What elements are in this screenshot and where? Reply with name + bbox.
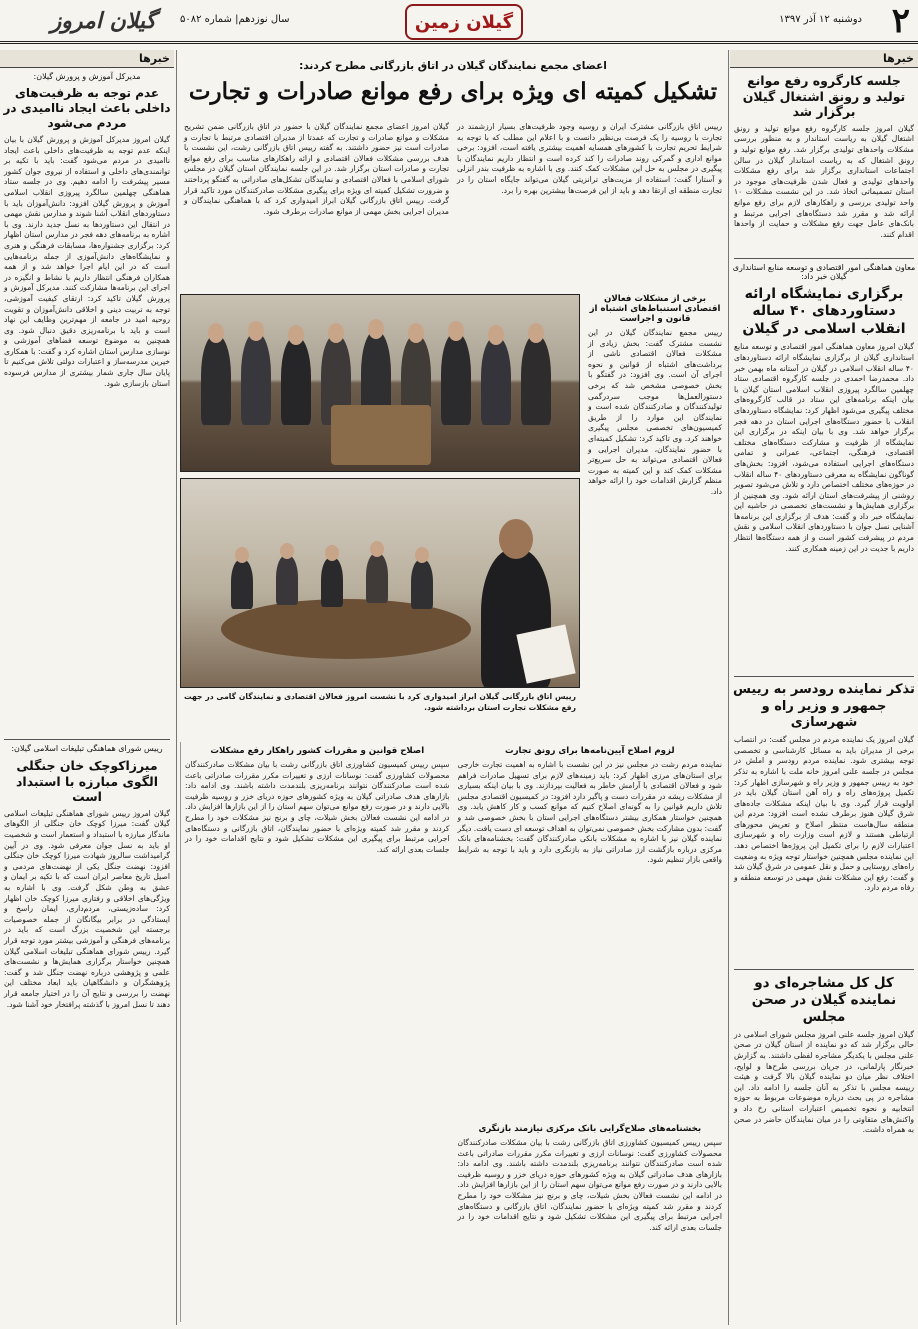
story-headline: عدم توجه به ظرفیت‌های داخلی باعث ایجاد ناامیدی در مردم می‌شود [3,86,171,130]
main-story [180,50,726,1329]
column-divider [176,50,177,1325]
divider [734,969,914,970]
main-kicker: اعضای مجمع نمایندگان گیلان در اتاق بازرگانی مطرح کردند: [299,60,607,72]
page-number: ۲ [891,1,910,41]
story-headline: کل کل مشاجره‌ای دو نماینده گیلان در صحن مجلس [751,975,897,1025]
body-text: نماینده مردم رشت در مجلس نیز در این نشست با اشاره به اهمیت تجارت خارجی برای استان‌های مرزی اظهار کرد: باید زمینه‌های لازم برای تسهیل صادرات فراهم شود و فعالان اقتصادی با آرامش خاطر به فعالیت بپردازند. وی با بیان اینکه بسیاری از مشکلات ریشه در مقررات دست و پاگیر دارد افزود: در کمیسیون اقتصادی مجلس تلاش داریم قوانین را به گونه‌ای اصلاح کنیم که موانع کسب و کار کاهش یابد. وی همچنین خواستار همکاری بیشتر دستگاه‌های اجرایی استان با بخش خصوصی شد و گفت: بدون مشارکت بخش خصوصی نمی‌توان به اهداف توسعه ای دست یافت. دیگر نماینده گیلان نیز با اشاره به مشکلات بانکی صادرکنندگان گفت: بخشنامه‌های بانک مرکزی درباره بازگشت ارز صادراتی نیاز به بازنگری دارد و باید با توجه به شرایط واقعی بازار تنظیم شود. [457,760,722,865]
section-subhead: اصلاح قوانین و مقررات کشور راهکار رفع مشکلات [210,746,425,756]
story-headline: برگزاری نمایشگاه ارائه دستاوردهای ۴۰ ساله انقلاب اسلامی در گیلان [742,285,906,337]
main-headline: تشکیل کمیته ای ویژه برای رفع موانع صادرات و تجارت [188,78,718,105]
story-body: گیلان امروز مدیرکل آموزش و پرورش گیلان با بیان اینکه عدم توجه به ظرفیت‌های داخلی باعث ایجاد ناامیدی در مردم می‌شود گفت: باید با تکیه بر توانمندی‌های داخلی و استفاده از نیروی جوان کشور مسیر پیشرفت را ادامه دهیم. وی در جلسه ستاد هماهنگی چهلمین سالگرد پیروزی انقلاب اسلامی آموزش و پرورش گیلان افزود: دانش‌آموزان باید با دستاوردهای انقلاب آشنا شوند و مدارس نقش مهمی در انتقال این دستاوردها به نسل جدید دارند. وی با اشاره به برنامه‌های دهه فجر در مدارس استان اظهار کرد: برگزاری جشنواره‌ها، مسابقات فرهنگی و هنری و نمایشگاه‌های دانش‌آموزی از جمله برنامه‌هایی است که در این ایام اجرا خواهد شد و از همه همکاران فرهنگی انتظار داریم با نشاط و انگیزه در اجرای این برنامه‌ها مشارکت کنند. مدیرکل آموزش و پرورش گیلان تاکید کرد: ارتقای کیفیت آموزشی، توجه به تربیت دینی و اخلاقی دانش‌آموزان و تقویت روحیه امید در جامعه از مهم‌ترین وظایف این نهاد است و باید با برنامه‌ریزی دقیق دنبال شود. وی همچنین به موضوع توسعه فضاهای آموزشی و نوسازی مدارس استان اشاره کرد و گفت: با همکاری خیرین مدرسه‌ساز و اعتبارات دولتی تلاش می‌کنیم تا پایان سال جاری شمار بیشتری از مدارس فرسوده استان بازسازی شود. [4,135,170,388]
masthead [0,0,918,44]
section-subhead: لزوم اصلاح آیین‌نامه‌ها برای رونق تجارت [504,746,675,756]
body-text: سپس رییس کمیسیون کشاورزی اتاق بازرگانی رشت با بیان مشکلات صادرکنندگان محصولات کشاورزی گفت: نوسانات ارزی و تغییرات مکرر مقررات صادراتی باعث شده است صادرکنندگان نتوانند برنامه‌ریزی بلندمدت داشته باشند. وی ادامه داد: بازارهای هدف صادراتی گیلان به ویژه کشورهای حوزه دریای خزر و روسیه ظرفیت بالایی دارند و در صورت رفع موانع می‌توان سهم استان را از این بازارها افزایش داد. در ادامه این نشست فعالان بخش شیلات، چای و برنج نیز مشکلات خود را مطرح کردند و مقرر شد کمیته ویژه‌ای با حضور نمایندگان، اتاق بازرگانی و دستگاه‌های اجرایی مرتبط برای پیگیری این مشکلات تشکیل شود و نتایج اقدامات خود را در جلسات بعدی ارائه کند. [185,760,450,854]
story-headline: جلسه کارگروه رفع موانع تولید و رونق اشتغال گیلان برگزار شد [742,73,906,120]
logo-text: گیلان امروز [50,8,156,34]
newspaper-logo [6,2,156,40]
story-body: گیلان امروز معاون هماهنگی امور اقتصادی و توسعه منابع استانداری گیلان از برگزاری نمایشگاه ارائه دستاوردهای ۴۰ ساله انقلاب اسلامی در گیلان در آستانه ماه بهمن خبر داد. محمدرضا احمدی در جلسه کارگروه اقتصادی ستاد چهلمین سالگرد پیروزی انقلاب اسلامی استان گیلان با بیان اینکه برنامه‌های این ستاد در قالب کارگروه‌های مختلف پیگیری می‌شود اظهار کرد: نمایشگاه دستاوردهای انقلاب با حضور دستگاه‌های اجرایی استان در دهه فجر برگزار خواهد شد. وی با بیان اینکه در برگزاری این نمایشگاه از ظرفیت و مشارکت دستگاه‌های مختلف اقتصادی، فرهنگی، اجتماعی، عمرانی و تمامی دستگاه‌های اجرایی استفاده می‌شود، افزود: بخش‌های گوناگون نمایشگاه به معرفی دستاوردهای ۴۰ ساله انقلاب در حوزه‌های مختلف اختصاص دارد و تلاش می‌شود تصویر روشنی از پیشرفت‌های استان ارائه شود. وی همچنین از برگزاری همایش‌ها و نشست‌های تخصصی در حاشیه این نمایشگاه خبر داد و گفت: هدف از برگزاری این برنامه‌ها آشنایی نسل جوان با دستاوردهای انقلاب اسلامی و نقش مردم در پیشرفت کشور است و از همه دستگاه‌ها انتظار داریم با جدیت در این زمینه همکاری کنند. [734,342,915,553]
speaker-photo [180,478,580,688]
column-label: خبرها [0,50,174,68]
story-body: گیلان امروز جلسه کارگروه رفع موانع تولید و رونق اشتغال گیلان به ریاست استاندار و به منظور بررسی مشکلات واحدهای تولیدی برگزار شد. رفع موانع تولید و رونق اشتغال که به ریاست استاندار گیلان در سالن اجتماعات استانداری برگزار شد برای رفع مشکلات واحدهای تولیدی و فعال شدن ظرفیت‌های موجود در استان تصمیماتی اتخاذ شد. در این نشست مشکلات ۱۰ واحد تولیدی بررسی و راهکارهای لازم برای رفع موانع ارائه شد و مقرر شد دستگاه‌های اجرایی مرتبط و بانک‌های عامل جهت رفع مشکلات و حمایت از واحدها اقدام کنند. [734,123,914,239]
section-title: گیلان زمین [405,4,523,40]
lead-text: گیلان امروز اعضای مجمع نمایندگان گیلان با حضور در اتاق بازرگانی ضمن تشریح مشکلات و موانع صادرات و تجارت که عمدتا از مدیران اقتصادی مرتبط با تجارت و صادرات است نیز حضور داشتند. به گفته رییس اتاق بازرگانی رشت، این نشست با هدف بررسی مشکلات فعالان اقتصادی و ارائه راهکارهای مناسب برای رفع موانع تجارت و صادرات استان برگزار شد. در این جلسه نمایندگان استان گیلان در مجلس شورای اسلامی با فعالان اقتصادی و نمایندگان تشکل‌های صادراتی به گفتگو پرداختند و ضرورت تشکیل کمیته ای ویژه برای پیگیری مشکلات صادرکنندگان مورد تاکید قرار گرفت. رییس اتاق بازرگانی گیلان ابراز امیدواری کرد که با هماهنگی نمایندگان و مدیران اجرایی بخش مهمی از موانع صادرات برطرف شود. [184,122,449,216]
story-body: گیلان امروز یک نماینده مردم در مجلس گفت: در انتصاب برخی از مدیران باید به مسائل کارشناسی و تخصصی توجه بیشتری شود. نماینده مردم رودسر و املش در مجلس در جلسه علنی امروز خانه ملت با اشاره به تذکر خود به رییس جمهور و وزیر راه و شهرسازی اظهار کرد: تکمیل پروژه‌های راه و راه آهن استان گیلان باید در اولویت قرار گیرد. وی با بیان اینکه مشکلات جاده‌های شرق گیلان هنوز برطرف نشده است افزود: مردم این منطقه سال‌هاست منتظر اصلاح و تعریض محورهای ارتباطی هستند و لازم است وزارت راه و شهرسازی اعتبارات لازم را برای تکمیل این پروژه‌ها اختصاص دهد. این نماینده مجلس همچنین خواستار توجه ویژه به وضعیت راه‌های روستایی و حمل و نقل عمومی در شرق گیلان شد و گفت: رفع این مشکلات نقش مهمی در توسعه منطقه و رفاه مردم دارد. [734,735,914,893]
story-body: گیلان امروز جلسه علنی امروز مجلس شورای اسلامی در حالی برگزار شد که دو نماینده از استان گیلان در صحن علنی مجلس با یکدیگر مشاجره لفظی داشتند. به گزارش خبرنگار پارلمانی، در جریان بررسی طرح‌ها و لوایح، اختلاف نظر میان دو نماینده گیلان بالا گرفت و هیئت رییسه مجلس با تذکر به آنان جلسه را ادامه داد. این مشاجره در پی بحث درباره موضوعات مربوط به حوزه انتخابیه و نحوه تخصیص اعتبارات استانی رخ داد و واکنش‌های متفاوتی را در میان نمایندگان حاضر در صحن به همراه داشت. [734,1029,914,1135]
column-divider [728,50,729,1325]
divider [734,258,914,259]
side-column [584,290,726,795]
meeting-photo [180,294,580,472]
column-label: خبرها [730,50,918,68]
divider [4,739,170,740]
story-headline: تذکر نماینده رودسر به رییس جمهور و وزیر راه و شهرسازی [733,682,915,730]
left-news-column [0,50,174,1329]
date-line: دوشنبه ۱۲ آذر ۱۳۹۷ [779,14,862,25]
section-subhead: برخی از مشکلات فعالان اقتصادی استنباط‌های اشتباه از قانون و اجراست [589,294,721,324]
body-text: سپس رییس کمیسیون کشاورزی اتاق بازرگانی رشت با بیان مشکلات صادرکنندگان محصولات کشاورزی گفت: نوسانات ارزی و تغییرات مکرر مقررات صادراتی باعث شده است صادرکنندگان نتوانند برنامه‌ریزی بلندمدت داشته باشند. وی ادامه داد: بازارهای هدف صادراتی گیلان به ویژه کشورهای حوزه دریای خزر و روسیه ظرفیت بالایی دارند و در صورت رفع موانع می‌توان سهم استان را از این بازارها افزایش داد. در ادامه این نشست فعالان بخش شیلات، چای و برنج نیز مشکلات خود را مطرح کردند و مقرر شد کمیته ویژه‌ای با حضور نمایندگان، اتاق بازرگانی و دستگاه‌های اجرایی مرتبط برای پیگیری این مشکلات تشکیل شود و نتایج اقدامات خود را در جلسات بعدی ارائه کند. [457,1138,722,1232]
story-headline: میرزاکوچک خان جنگلی الگوی مبارزه با استبداد است [16,758,158,805]
section-subhead: بخشنامه‌های صلاح‌گرایی بانک مرکزی نیازمند بازنگری [478,1124,702,1134]
issue-line: سال نوزدهم| شماره ۵۰۸۲ [180,14,290,25]
photo-caption: رییس اتاق بازرگانی گیلان ابراز امیدواری کرد با نشست امروز فعالان اقتصادی و نمایندگان گامی در جهت رفع مشکلات تجارت استان برداشته شود. [184,692,576,712]
story-kicker: معاون هماهنگی امور اقتصادی و توسعه منابع استانداری گیلان خبر داد: [732,262,916,281]
story-kicker: رییس شورای هماهنگی تبلیغات اسلامی گیلان: [11,744,163,753]
side-text: رییس مجمع نمایندگان گیلان در این نشست مشترک گفت: بخش زیادی از مشکلات فعالان اقتصادی ناشی از برداشت‌های اشتباه از قوانین و نحوه اجرای آن است. وی افزود: در گفتگو با بخش خصوصی مشخص شد که برخی دستورالعمل‌ها موجب سردرگمی تولیدکنندگان و صادرکنندگان شده است و نمایندگان این موارد را از طریق کمیسیون‌های تخصصی مجلس پیگیری خواهند کرد. وی تاکید کرد: تشکیل کمیته‌ای با حضور نمایندگان، مدیران اجرایی و فعالان اقتصادی می‌تواند به حل سریع‌تر مشکلات کمک کند و این کمیته به صورت منظم گزارش اقدامات خود را ارائه خواهد داد. [588,328,722,496]
story-kicker: مدیرکل آموزش و پرورش گیلان: [33,72,141,81]
right-news-column [730,50,918,1329]
divider [734,676,914,677]
lead-text: رییس اتاق بازرگانی مشترک ایران و روسیه وجود ظرفیت‌های بسیار ارزشمند در تجارت با روسیه را یک فرصت بی‌نظیر دانست و با اعلام این مطلب که با توجه به شرایط تحریم تجارت با کشورهای همسایه اهمیت بیشتری یافته است، افزود: برخی موانع اداری و گمرکی روند صادرات را کند کرده است و انتظار داریم نمایندگان با پیگیری در مجلس به حل این مشکلات کمک کنند. وی با اشاره به ظرفیت بندر انزلی و آستارا گفت: استفاده از مزیت‌های ترانزیتی گیلان می‌تواند جایگاه استان را در تجارت منطقه ای ارتقا دهد و باید از این فرصت‌ها بیشترین بهره را برد. [457,122,722,195]
story-body: گیلان امروز رییس شورای هماهنگی تبلیغات اسلامی گیلان گفت: میرزا کوچک خان جنگلی از الگوهای ماندگار مبارزه با استبداد و استعمار است و شخصیت او باید به نسل جوان معرفی شود. وی در آیین گرامیداشت سالروز شهادت میرزا کوچک خان جنگلی افزود: نهضت جنگل یکی از نهضت‌های مردمی و اصیل تاریخ معاصر ایران است که با تکیه بر ایمان و عشق به وطن شکل گرفت. وی با اشاره به ویژگی‌های اخلاقی و رفتاری میرزا کوچک خان اظهار کرد: ساده‌زیستی، مردم‌داری، ایمان راسخ و ایستادگی در برابر بیگانگان از جمله خصوصیات برجسته این شخصیت بزرگ است که باید در برنامه‌های فرهنگی و آموزشی بیشتر مورد توجه قرار گیرد. رییس شورای هماهنگی تبلیغات اسلامی گیلان همچنین خواستار برگزاری همایش‌ها و نشست‌های علمی و پژوهشی درباره نهضت جنگل شد و گفت: پژوهشگران و دانشگاهیان باید ابعاد مختلف این نهضت را بررسی و نتایج آن را در اختیار جامعه قرار دهند تا نسل امروز با گذشته پرافتخار خود آشنا شود. [4,808,170,1009]
